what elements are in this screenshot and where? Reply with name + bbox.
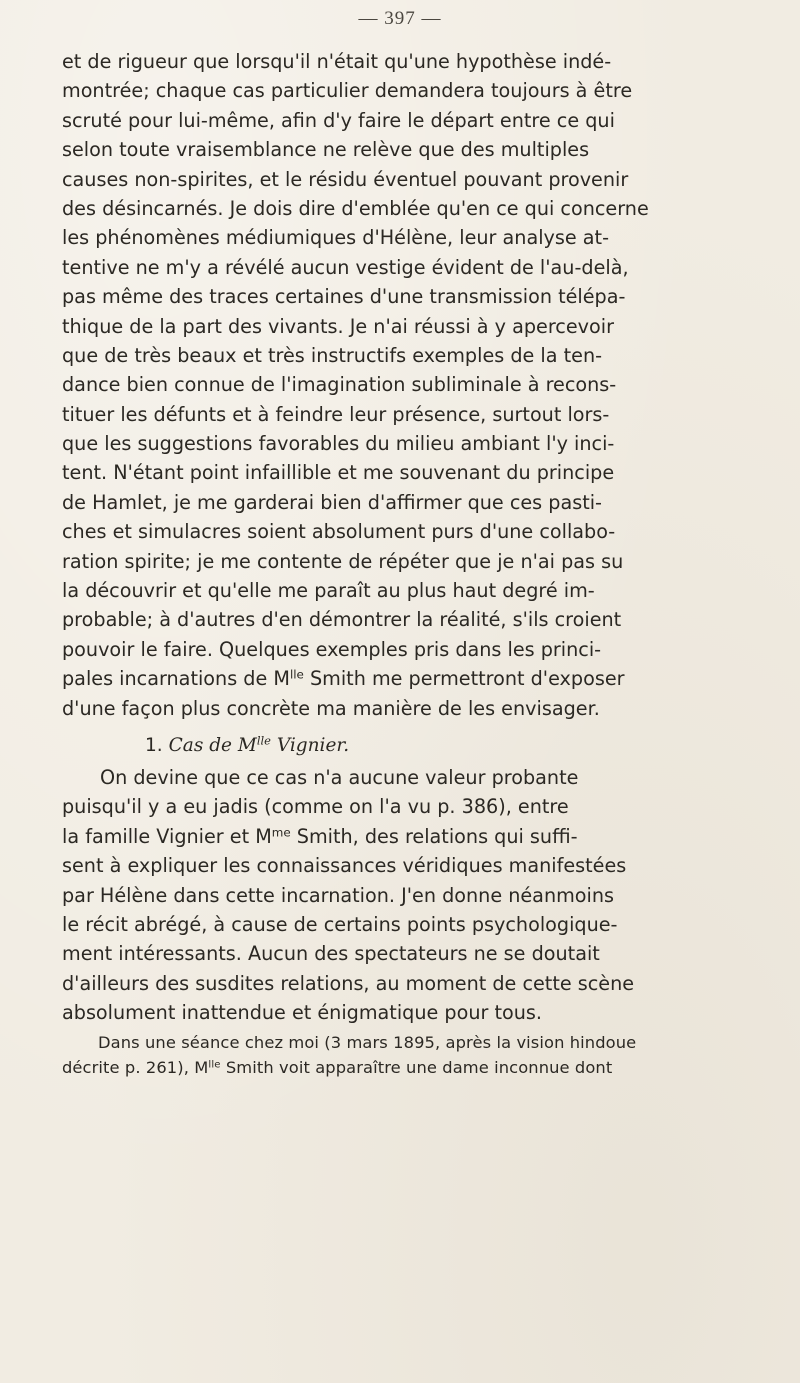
text-line bbox=[62, 664, 800, 693]
text-line: que de très beaux et très instructifs exemples de la ten- bbox=[62, 343, 603, 367]
text-line: de Hamlet, je me garderai bien d'affirmer que ces pasti- bbox=[62, 490, 602, 514]
text-line: que les suggestions favorables du milieu ambiant l'y inci- bbox=[62, 432, 615, 456]
section-heading bbox=[62, 729, 800, 763]
text-fragment: Smith voit apparaître une dame inconnue dont bbox=[220, 1057, 613, 1077]
text-line: selon toute vraisemblance ne relève que des multiples bbox=[62, 138, 590, 162]
text-line: absolument inattendue et énigmatique pour tous. bbox=[62, 1001, 542, 1025]
text-line: dance bien connue de l'imagination subliminale à recons- bbox=[62, 373, 617, 397]
text-fragment: décrite p. 261), M bbox=[62, 1057, 209, 1077]
text-line: tituer les défunts et à feindre leur présence, surtout lors- bbox=[62, 402, 610, 426]
text-line bbox=[62, 822, 800, 851]
text-line: pas même des traces certaines d'une transmission télépa- bbox=[62, 285, 626, 309]
section-number: 1. bbox=[145, 734, 163, 756]
superscript: me bbox=[271, 825, 291, 840]
text-line: d'une façon plus concrète ma manière de les envisager. bbox=[62, 696, 600, 720]
text-line: ches et simulacres soient absolument purs d'une collabo- bbox=[62, 520, 616, 544]
text-line: sent à expliquer les connaissances véridiques manifestées bbox=[62, 854, 627, 878]
text-line: causes non-spirites, et le résidu éventuel pouvant provenir bbox=[62, 167, 629, 191]
text-line: tent. N'étant point infaillible et me souvenant du principe bbox=[62, 461, 615, 485]
text-line: scruté pour lui-même, afin d'y faire le départ entre ce qui bbox=[62, 108, 615, 132]
text-line: le récit abrégé, à cause de certains points psychologique- bbox=[62, 912, 618, 936]
text-line: probable; à d'autres d'en démontrer la réalité, s'ils croient bbox=[62, 608, 622, 632]
section-title: Cas de M bbox=[168, 734, 257, 756]
text-line: ration spirite; je me contente de répéter que je n'ai pas su bbox=[62, 549, 624, 573]
superscript: lle bbox=[208, 1058, 221, 1070]
paragraph-small-print bbox=[62, 1030, 800, 1080]
text-line: tentive ne m'y a révélé aucun vestige évident de l'au-delà, bbox=[62, 255, 629, 279]
text-fragment: Smith, des relations qui suffi- bbox=[290, 824, 578, 848]
text-line: les phénomènes médiumiques d'Hélène, leur analyse at- bbox=[62, 226, 610, 250]
text-line: ment intéressants. Aucun des spectateurs ne se doutait bbox=[62, 942, 600, 966]
section-title-rest: Vignier. bbox=[270, 734, 350, 756]
text-fragment: la famille Vignier et M bbox=[62, 824, 272, 848]
text-line bbox=[62, 1055, 800, 1080]
paragraph-main bbox=[62, 47, 800, 723]
superscript: lle bbox=[256, 733, 271, 748]
text-line: thique de la part des vivants. Je n'ai réussi à y apercevoir bbox=[62, 314, 614, 338]
text-line: par Hélène dans cette incarnation. J'en donne néanmoins bbox=[62, 883, 615, 907]
text-line: puisqu'il y a eu jadis (comme on l'a vu p. 386), entre bbox=[62, 795, 569, 819]
text-line: la découvrir et qu'elle me paraît au plus haut degré im- bbox=[62, 579, 595, 603]
text-line: On devine que ce cas n'a aucune valeur probante bbox=[100, 765, 579, 789]
paragraph-section bbox=[62, 763, 800, 1028]
text-line: des désincarnés. Je dois dire d'emblée qu'en ce qui concerne bbox=[62, 196, 649, 220]
page-number: — 397 — bbox=[358, 8, 442, 29]
text-line: et de rigueur que lorsqu'il n'était qu'une hypothèse indé- bbox=[62, 50, 612, 73]
text-line: Dans une séance chez moi (3 mars 1895, après la vision hindoue bbox=[98, 1032, 637, 1052]
text-line: d'ailleurs des susdites relations, au moment de cette scène bbox=[62, 971, 635, 995]
superscript: lle bbox=[289, 667, 304, 682]
text-fragment: Smith me permettront d'exposer bbox=[303, 667, 625, 691]
text-line: montrée; chaque cas particulier demandera toujours à être bbox=[62, 79, 633, 103]
page-body bbox=[62, 47, 800, 1080]
text-line: pouvoir le faire. Quelques exemples pris dans les princi- bbox=[62, 637, 602, 661]
text-fragment: pales incarnations de M bbox=[62, 667, 290, 691]
